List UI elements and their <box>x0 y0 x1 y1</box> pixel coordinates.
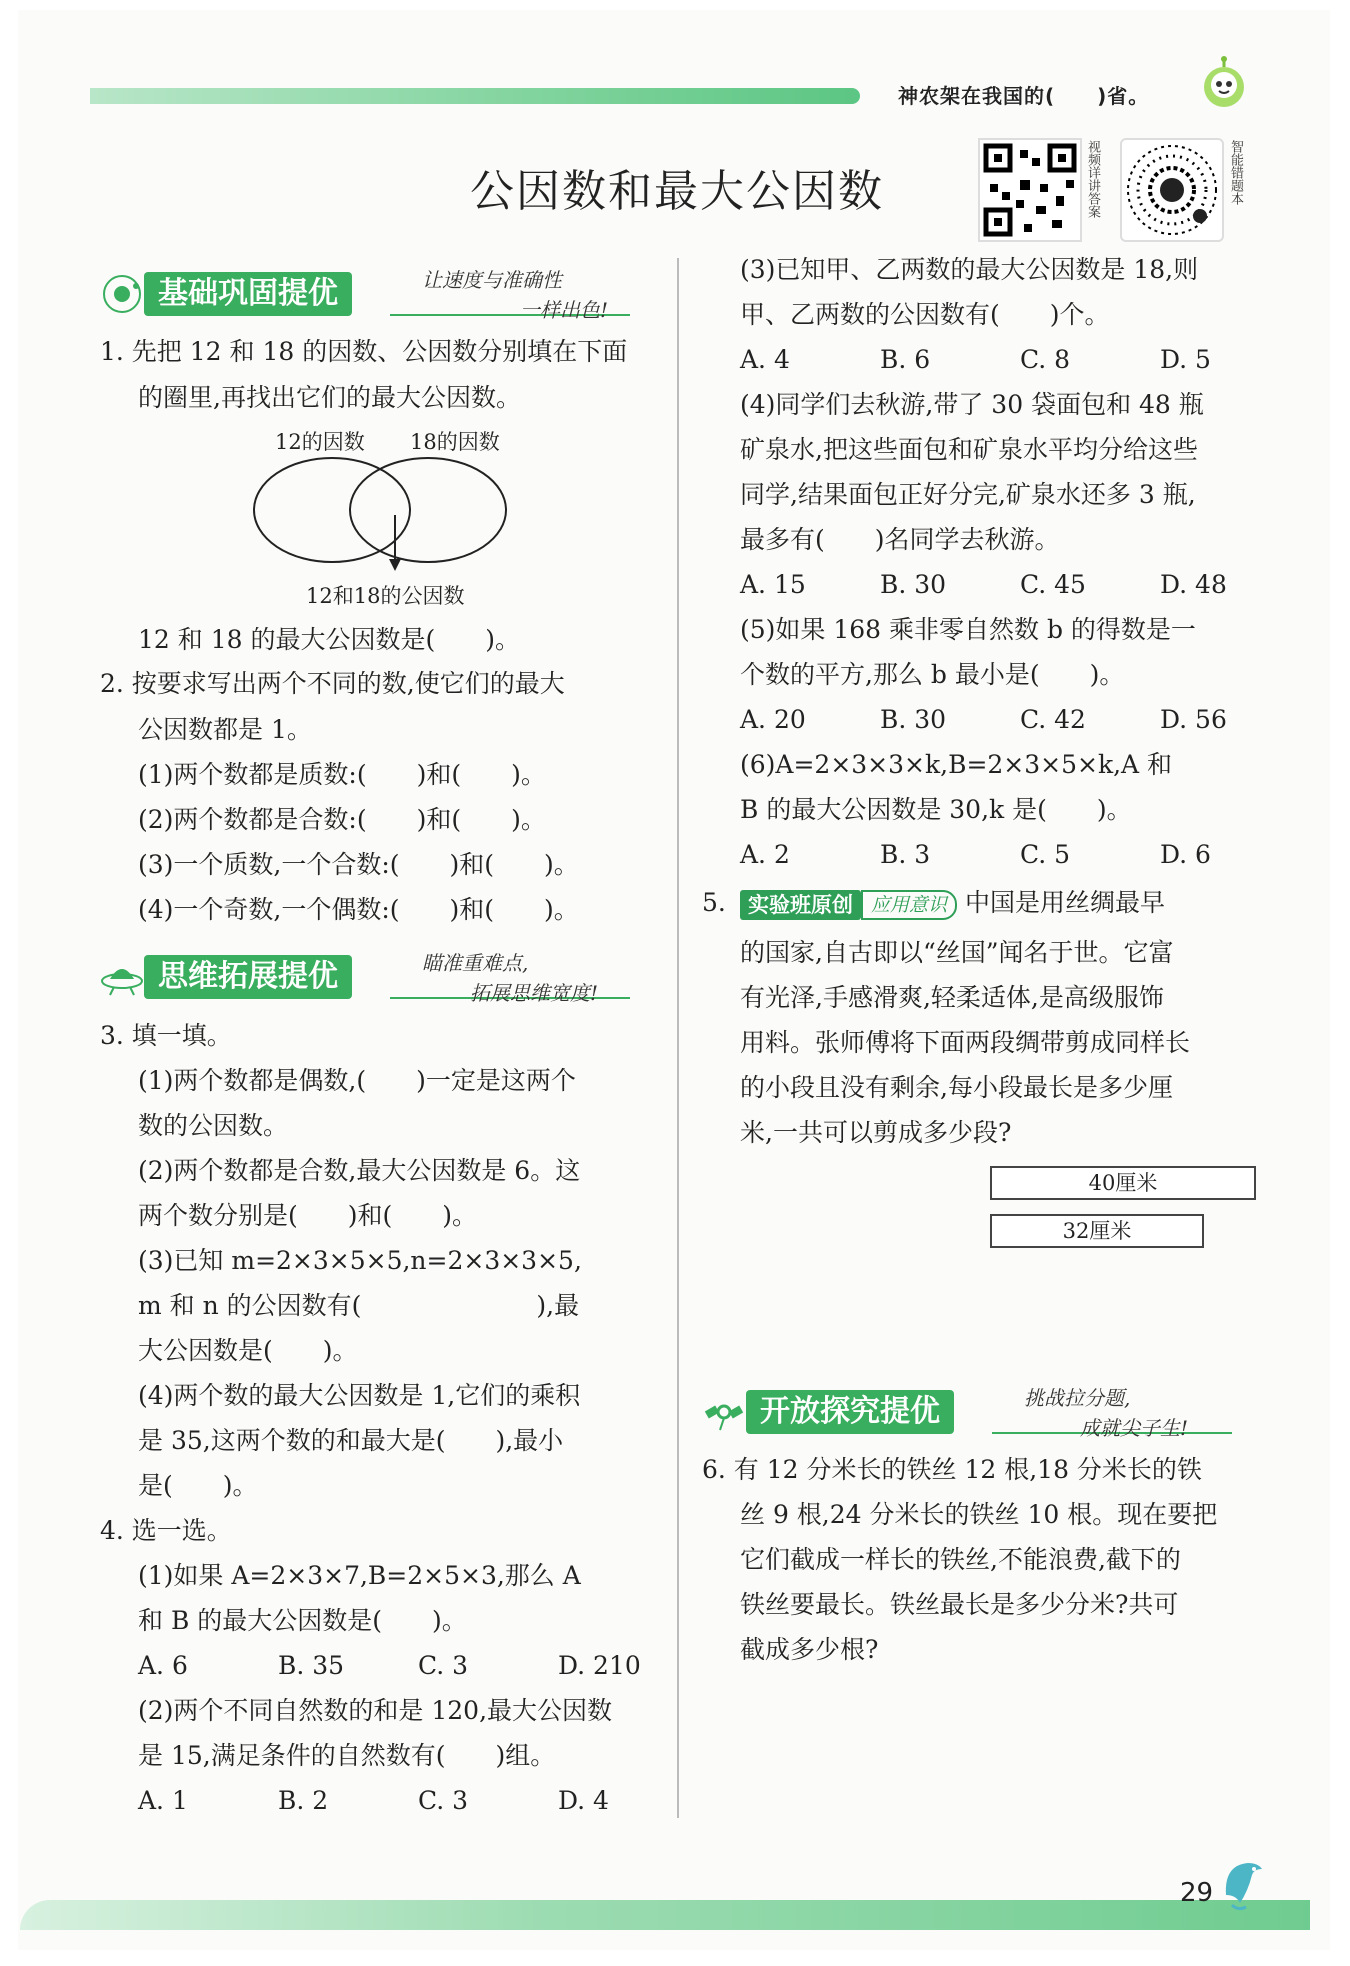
ribbon-32cm: 32厘米 <box>990 1214 1204 1248</box>
section-open-slogan2: 成就尖子生! <box>1080 1416 1189 1440</box>
q4-p6a: (6)A=2×3×3×k,B=2×3×5×k,A 和 <box>740 750 1173 779</box>
option: A. 2 <box>740 840 790 869</box>
q5-number: 5. <box>702 888 726 917</box>
venn-bottom-label: 12和18的公因数 <box>306 584 465 608</box>
q3-p3b: m 和 n 的公因数有( ),最 <box>138 1291 580 1320</box>
q5-line2: 的国家,自古即以“丝国”闻名于世。它富 <box>740 938 1174 967</box>
qr-label-mistakes: 智能错题本 <box>1228 140 1243 205</box>
ribbon-40cm: 40厘米 <box>990 1166 1256 1200</box>
option: C. 3 <box>418 1786 469 1815</box>
option: D. 48 <box>1160 570 1227 599</box>
ufo-icon <box>100 955 144 999</box>
q4-p5-options <box>740 702 1300 738</box>
q4-p3-options <box>740 342 1300 378</box>
qr-pattern-icon <box>980 140 1080 240</box>
option: A. 6 <box>138 1651 188 1680</box>
q4-p5b: 个数的平方,那么 b 最小是( )。 <box>740 660 1125 689</box>
q2-p3: (3)一个质数,一个合数:( )和( )。 <box>138 850 579 879</box>
q3-p4b: 是 35,这两个数的和最大是( ),最小 <box>138 1426 564 1455</box>
q5-line4: 用料。张师傅将下面两段绸带剪成同样长 <box>740 1028 1191 1057</box>
section-thinking-title: 思维拓展提优 <box>144 955 352 999</box>
option: B. 35 <box>278 1651 345 1680</box>
q4-p5a: (5)如果 168 乘非零自然数 b 的得数是一 <box>740 615 1196 644</box>
q4-p4d: 最多有( )名同学去秋游。 <box>740 525 1060 554</box>
q4-p6b: B 的最大公因数是 30,k 是( )。 <box>740 795 1132 824</box>
option: C. 42 <box>1020 705 1086 734</box>
q1-line2: 的圈里,再找出它们的最大公因数。 <box>138 383 521 412</box>
option: C. 8 <box>1020 345 1071 374</box>
q5-line1: 中国是用丝绸最早 <box>964 888 1165 917</box>
q4-title: 4. 选一选。 <box>100 1516 232 1545</box>
section-open-title: 开放探究提优 <box>746 1390 954 1434</box>
q3-p2b: 两个数分别是( )和( )。 <box>138 1201 478 1230</box>
q5-line3: 有光泽,手感滑爽,轻柔适体,是高级服饰 <box>740 983 1164 1012</box>
q2-p4: (4)一个奇数,一个偶数:( )和( )。 <box>138 895 579 924</box>
qr-code-video[interactable] <box>978 138 1082 242</box>
option: D. 210 <box>558 1651 641 1680</box>
mascot-icon <box>1195 55 1253 113</box>
q3-p1a: (1)两个数都是偶数,( )一定是这两个 <box>138 1066 576 1095</box>
option: B. 30 <box>880 570 947 599</box>
option: B. 2 <box>278 1786 329 1815</box>
section-thinking-slogan2: 拓展思维宽度! <box>470 981 599 1005</box>
q4-p4c: 同学,结果面包正好分完,矿泉水还多 3 瓶, <box>740 480 1196 509</box>
section-basic-slogan2: 一样出色! <box>520 298 609 322</box>
venn-diagram <box>250 455 540 575</box>
option: B. 30 <box>880 705 947 734</box>
q3-p4c: 是( )。 <box>138 1471 258 1500</box>
header-question: 神农架在我国的( )省。 <box>898 84 1150 108</box>
mini-program-code-icon <box>1122 140 1222 240</box>
section-thinking-slogan1: 瞄准重难点, <box>422 951 529 975</box>
section-basic <box>100 268 645 322</box>
q4-p3b: 甲、乙两数的公因数有( )个。 <box>740 300 1110 329</box>
section-open-slogan1: 挑战拉分题, <box>1024 1386 1131 1410</box>
q6-line3: 它们截成一样长的铁丝,不能浪费,截下的 <box>740 1545 1181 1574</box>
qr-label-video: 视频详讲答案 <box>1085 140 1100 218</box>
q4-p4b: 矿泉水,把这些面包和矿泉水平均分给这些 <box>740 435 1198 464</box>
page-title: 公因数和最大公因数 <box>470 166 884 217</box>
q4-p4a: (4)同学们去秋游,带了 30 袋面包和 48 瓶 <box>740 390 1204 419</box>
option: B. 6 <box>880 345 931 374</box>
option: D. 5 <box>1160 345 1211 374</box>
q6-line4: 铁丝要最长。铁丝最长是多少分米?共可 <box>740 1590 1179 1619</box>
option: A. 1 <box>138 1786 188 1815</box>
column-divider <box>677 258 679 1818</box>
venn-right-label: 18的因数 <box>410 430 500 454</box>
q4-p2a: (2)两个不同自然数的和是 120,最大公因数 <box>138 1696 613 1725</box>
planet-icon <box>100 272 144 316</box>
venn-right-circle <box>350 458 506 562</box>
q3-title: 3. 填一填。 <box>100 1021 232 1050</box>
footer-bar <box>20 1900 1310 1930</box>
q5-tag-application: 应用意识 <box>861 890 957 920</box>
option: D. 56 <box>1160 705 1227 734</box>
q1-line1: 1. 先把 12 和 18 的因数、公因数分别填在下面 <box>100 337 628 366</box>
q5-tag-original: 实验班原创 <box>740 890 861 920</box>
qr-code-mistakes[interactable] <box>1120 138 1224 242</box>
section-thinking <box>100 951 645 1005</box>
option: C. 5 <box>1020 840 1071 869</box>
q2-line2: 公因数都是 1。 <box>138 715 312 744</box>
section-open <box>702 1386 1247 1440</box>
header-bar <box>90 88 860 104</box>
q2-p2: (2)两个数都是合数:( )和( )。 <box>138 805 546 834</box>
q3-p3a: (3)已知 m=2×3×5×5,n=2×3×3×5, <box>138 1246 582 1275</box>
venn-left-label: 12的因数 <box>275 430 365 454</box>
option: B. 3 <box>880 840 931 869</box>
q2-p1: (1)两个数都是质数:( )和( )。 <box>138 760 546 789</box>
q4-p4-options <box>740 567 1300 603</box>
q4-p1-options <box>138 1648 698 1684</box>
q4-p6-options <box>740 837 1300 873</box>
q5-line5: 的小段且没有剩余,每小段最长是多少厘 <box>740 1073 1173 1102</box>
q2-line1: 2. 按要求写出两个不同的数,使它们的最大 <box>100 669 565 698</box>
q5-line6: 米,一共可以剪成多少段? <box>740 1118 1012 1147</box>
q6-line2: 丝 9 根,24 分米长的铁丝 10 根。现在要把 <box>740 1500 1218 1529</box>
satellite-icon <box>702 1390 746 1434</box>
q5-tags <box>740 885 1165 921</box>
q1-answer: 12 和 18 的最大公因数是( )。 <box>138 625 520 654</box>
q4-p1a: (1)如果 A=2×3×7,B=2×5×3,那么 A <box>138 1561 581 1590</box>
q3-p1b: 数的公因数。 <box>138 1111 289 1140</box>
q4-p3a: (3)已知甲、乙两数的最大公因数是 18,则 <box>740 255 1199 284</box>
option: C. 45 <box>1020 570 1086 599</box>
q3-p4a: (4)两个数的最大公因数是 1,它们的乘积 <box>138 1381 581 1410</box>
option: A. 4 <box>740 345 790 374</box>
q4-p2b: 是 15,满足条件的自然数有( )组。 <box>138 1741 556 1770</box>
q6-line1: 6. 有 12 分米长的铁丝 12 根,18 分米长的铁 <box>702 1455 1202 1484</box>
option: A. 15 <box>740 570 806 599</box>
dolphin-icon <box>1218 1855 1266 1915</box>
q3-p3c: 大公因数是( )。 <box>138 1336 358 1365</box>
section-basic-slogan1: 让速度与准确性 <box>422 268 562 292</box>
q6-line5: 截成多少根? <box>740 1635 879 1664</box>
q4-p1b: 和 B 的最大公因数是( )。 <box>138 1606 467 1635</box>
section-basic-title: 基础巩固提优 <box>144 272 352 316</box>
venn-left-circle <box>254 458 410 562</box>
option: D. 4 <box>558 1786 609 1815</box>
option: C. 3 <box>418 1651 469 1680</box>
option: D. 6 <box>1160 840 1211 869</box>
page-number: 29 <box>1180 1878 1214 1908</box>
q4-p2-options <box>138 1783 698 1819</box>
q3-p2a: (2)两个数都是合数,最大公因数是 6。这 <box>138 1156 581 1185</box>
option: A. 20 <box>740 705 806 734</box>
